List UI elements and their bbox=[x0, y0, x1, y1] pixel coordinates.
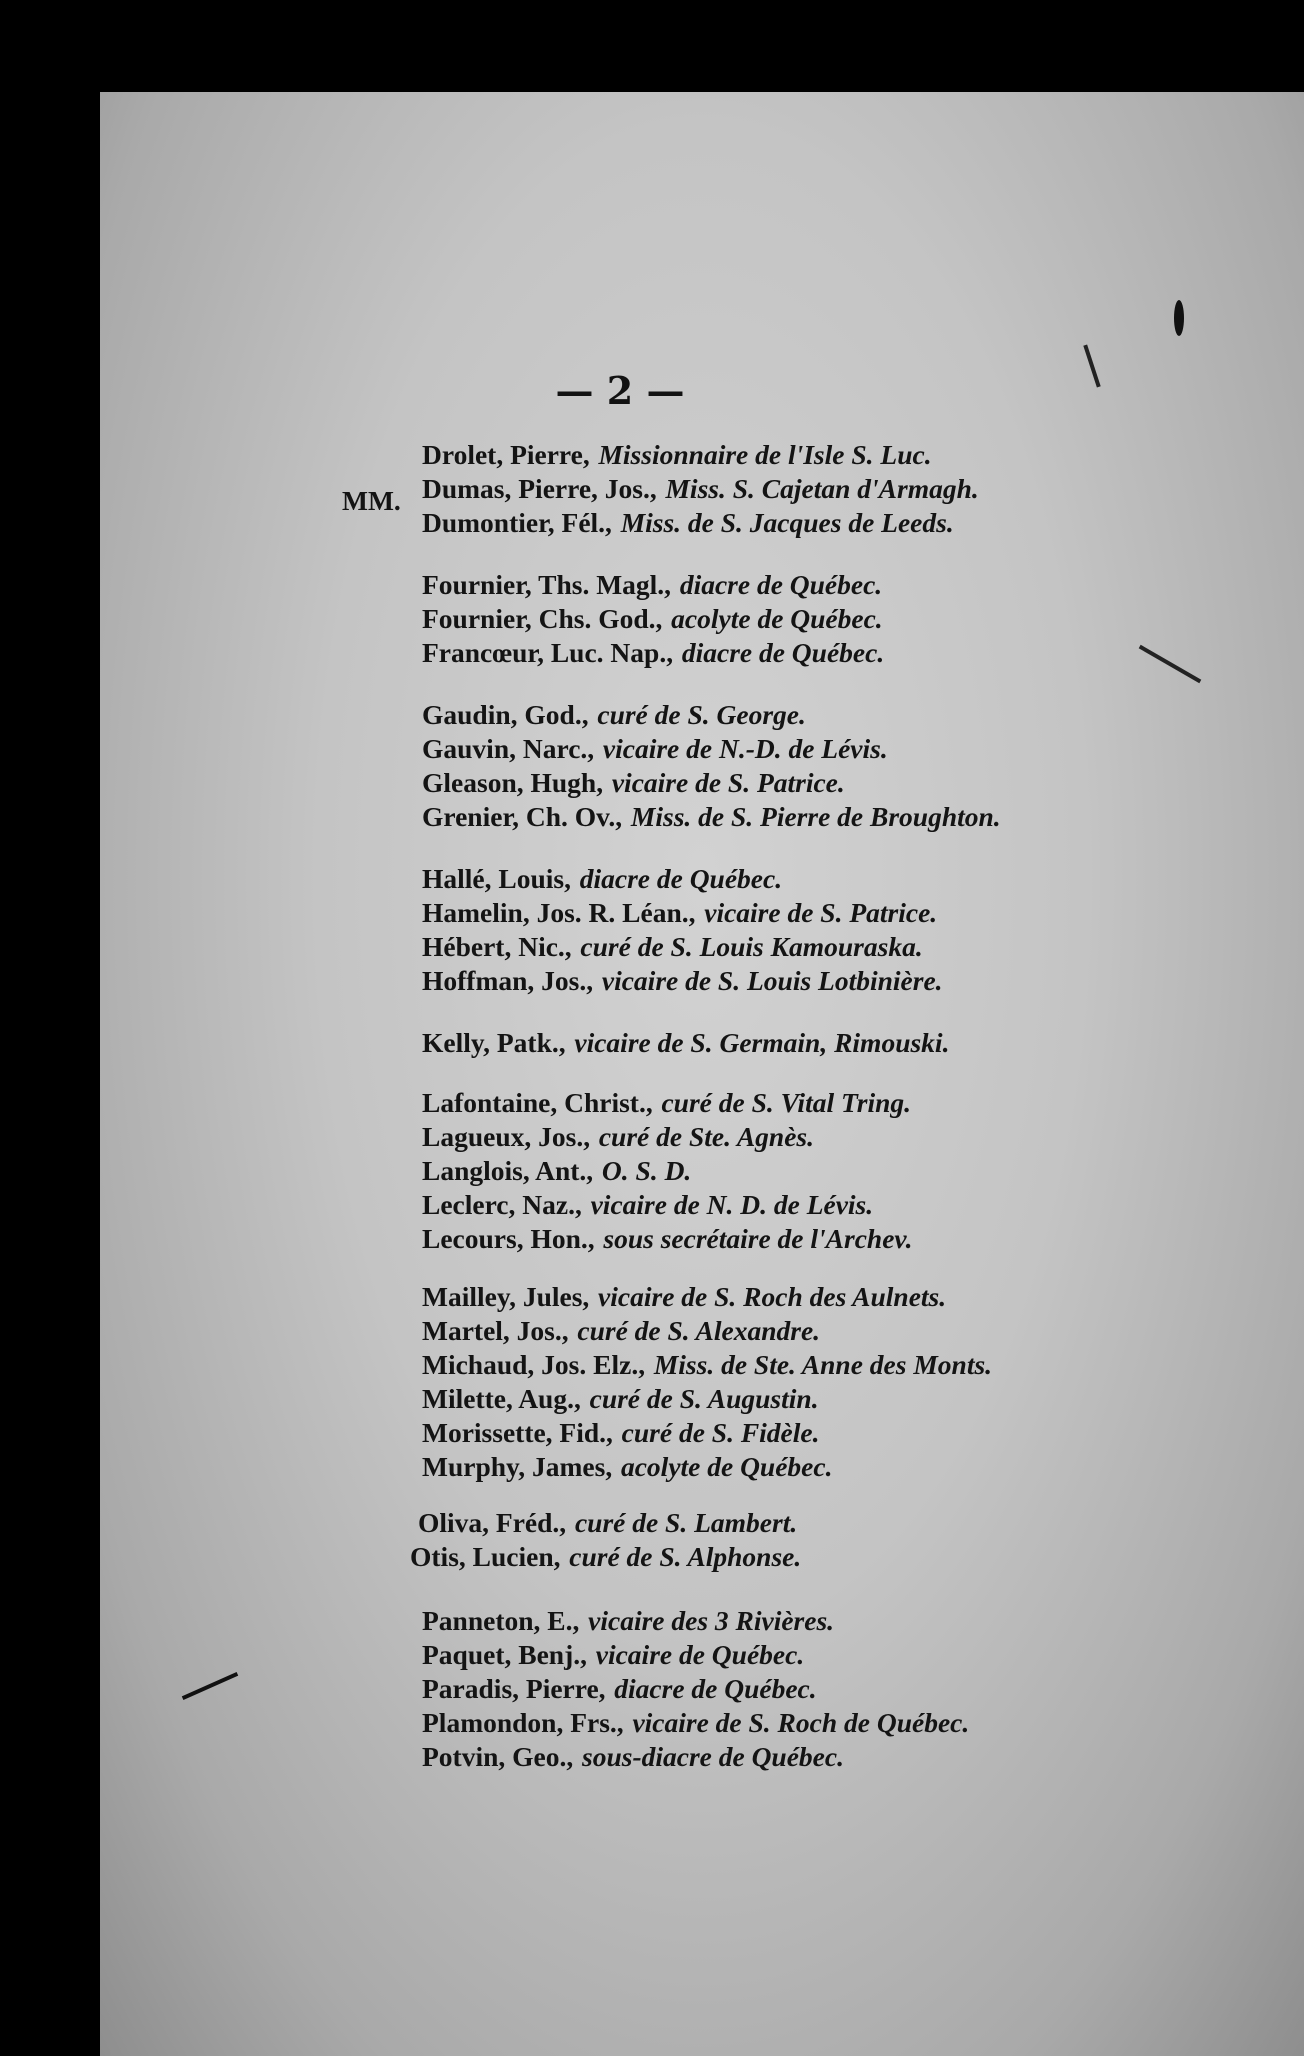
entry-name: Gauvin, Narc., bbox=[422, 733, 595, 764]
entry-line bbox=[422, 896, 943, 930]
entry-role: Miss. de S. Pierre de Broughton. bbox=[630, 801, 1001, 832]
section-o bbox=[410, 1506, 802, 1574]
entry-line bbox=[422, 1382, 992, 1416]
entry-role: sous secrétaire de l'Archev. bbox=[603, 1223, 913, 1254]
entry-role: curé de S. Lambert. bbox=[574, 1507, 798, 1538]
entry-line bbox=[422, 1706, 969, 1740]
section-h bbox=[422, 862, 943, 998]
entry-role: curé de S. Augustin. bbox=[589, 1383, 819, 1414]
entry-line bbox=[422, 930, 943, 964]
entry-role: vicaire de S. Germain, Rimouski. bbox=[574, 1027, 950, 1058]
entry-line bbox=[422, 636, 884, 670]
entry-line bbox=[422, 1740, 969, 1774]
entry-role: Miss. S. Cajetan d'Armagh. bbox=[665, 473, 979, 504]
entry-role: curé de S. George. bbox=[597, 699, 806, 730]
entry-name: Paradis, Pierre, bbox=[422, 1673, 606, 1704]
section-l bbox=[422, 1086, 912, 1256]
entry-name: Fournier, Ths. Magl., bbox=[422, 569, 672, 600]
entry-name: Fournier, Chs. God., bbox=[422, 603, 663, 634]
entry-role: sous-diacre de Québec. bbox=[582, 1741, 844, 1772]
entry-role: curé de S. Louis Kamouraska. bbox=[580, 931, 923, 962]
entry-name: Oliva, Fréd., bbox=[418, 1507, 567, 1538]
entry-name: Dumas, Pierre, Jos., bbox=[422, 473, 657, 504]
entry-line bbox=[422, 698, 1001, 732]
entry-role: Miss. de S. Jacques de Leeds. bbox=[620, 507, 954, 538]
entry-line bbox=[422, 1416, 992, 1450]
entry-role: diacre de Québec. bbox=[681, 637, 885, 668]
entry-name: Potvin, Geo., bbox=[422, 1741, 574, 1772]
entry-name: Grenier, Ch. Ov., bbox=[422, 801, 623, 832]
entry-name: Kelly, Patk., bbox=[422, 1027, 566, 1058]
entry-line bbox=[422, 1154, 912, 1188]
entry-role: O. S. D. bbox=[601, 1155, 692, 1186]
entry-line bbox=[422, 506, 979, 540]
entry-name: Francœur, Luc. Nap., bbox=[422, 637, 674, 668]
entry-name: Morissette, Fid., bbox=[422, 1417, 613, 1448]
entry-line bbox=[422, 1604, 969, 1638]
entry-name: Michaud, Jos. Elz., bbox=[422, 1349, 646, 1380]
section-m bbox=[422, 1280, 992, 1484]
section-p bbox=[422, 1604, 969, 1774]
entry-line bbox=[422, 1188, 912, 1222]
entry-line bbox=[422, 862, 943, 896]
entry-role: curé de S. Alexandre. bbox=[577, 1315, 821, 1346]
entry-line bbox=[422, 964, 943, 998]
entry-line bbox=[422, 1672, 969, 1706]
ink-mark bbox=[1174, 300, 1184, 336]
entry-line bbox=[422, 1120, 912, 1154]
entry-line bbox=[422, 438, 979, 472]
entry-role: diacre de Québec. bbox=[679, 569, 883, 600]
entry-line bbox=[422, 1314, 992, 1348]
entry-name: Plamondon, Frs., bbox=[422, 1707, 624, 1738]
entry-name: Murphy, James, bbox=[422, 1451, 613, 1482]
entry-name: Hallé, Louis, bbox=[422, 863, 571, 894]
entry-role: vicaire de Québec. bbox=[595, 1639, 805, 1670]
entry-role: vicaire de S. Roch des Aulnets. bbox=[598, 1281, 947, 1312]
entry-role: vicaire de S. Patrice. bbox=[611, 767, 845, 798]
entry-name: Gleason, Hugh, bbox=[422, 767, 604, 798]
entry-name: Otis, Lucien, bbox=[410, 1541, 561, 1572]
entry-role: vicaire de S. Louis Lotbinière. bbox=[601, 965, 943, 996]
entry-line bbox=[422, 1450, 992, 1484]
entry-line bbox=[422, 1026, 949, 1060]
entry-line bbox=[422, 1348, 992, 1382]
entry-line bbox=[422, 1280, 992, 1314]
entry-name: Lafontaine, Christ., bbox=[422, 1087, 653, 1118]
entry-name: Dumontier, Fél., bbox=[422, 507, 612, 538]
section-k bbox=[422, 1026, 949, 1060]
entry-name: Milette, Aug., bbox=[422, 1383, 581, 1414]
entry-role: curé de Ste. Agnès. bbox=[598, 1121, 814, 1152]
entry-name: Gaudin, God., bbox=[422, 699, 589, 730]
entry-role: Miss. de Ste. Anne des Monts. bbox=[653, 1349, 993, 1380]
entry-name: Hamelin, Jos. R. Léan., bbox=[422, 897, 696, 928]
section-g bbox=[422, 698, 1001, 834]
entry-name: Mailley, Jules, bbox=[422, 1281, 590, 1312]
entry-role: acolyte de Québec. bbox=[620, 1451, 833, 1482]
entry-role: diacre de Québec. bbox=[579, 863, 783, 894]
entry-role: vicaire de S. Patrice. bbox=[704, 897, 938, 928]
entry-role: vicaire de N. D. de Lévis. bbox=[590, 1189, 874, 1220]
entry-line bbox=[410, 1540, 801, 1574]
entry-line bbox=[422, 732, 1001, 766]
entry-role: curé de S. Fidèle. bbox=[621, 1417, 820, 1448]
ink-mark bbox=[1139, 645, 1202, 683]
entry-line bbox=[418, 1506, 801, 1540]
entry-role: vicaire des 3 Rivières. bbox=[588, 1605, 835, 1636]
entry-name: Lagueux, Jos., bbox=[422, 1121, 591, 1152]
entry-line bbox=[422, 472, 979, 506]
entry-name: Paquet, Benj., bbox=[422, 1639, 587, 1670]
entry-role: curé de S. Alphonse. bbox=[569, 1541, 802, 1572]
honorific-prefix: MM. bbox=[342, 485, 401, 516]
entry-name: Lecours, Hon., bbox=[422, 1223, 595, 1254]
entry-line bbox=[422, 766, 1001, 800]
entry-name: Drolet, Pierre, bbox=[422, 439, 590, 470]
entry-line bbox=[422, 1086, 912, 1120]
entry-line bbox=[422, 602, 884, 636]
ink-mark bbox=[182, 1672, 238, 1700]
entry-role: curé de S. Vital Tring. bbox=[661, 1087, 912, 1118]
entry-name: Panneton, E., bbox=[422, 1605, 580, 1636]
entry-line bbox=[422, 1638, 969, 1672]
entry-role: vicaire de S. Roch de Québec. bbox=[632, 1707, 970, 1738]
entry-role: Missionnaire de l'Isle S. Luc. bbox=[598, 439, 932, 470]
document-page bbox=[100, 92, 1304, 2056]
entry-role: diacre de Québec. bbox=[614, 1673, 817, 1704]
entry-name: Langlois, Ant., bbox=[422, 1155, 594, 1186]
entry-line bbox=[422, 1222, 912, 1256]
section-f bbox=[422, 568, 884, 670]
entry-name: Leclerc, Naz., bbox=[422, 1189, 582, 1220]
entry-name: Hoffman, Jos., bbox=[422, 965, 594, 996]
entry-name: Hébert, Nic., bbox=[422, 931, 572, 962]
entry-role: vicaire de N.-D. de Lévis. bbox=[602, 733, 888, 764]
section-d bbox=[422, 438, 979, 540]
page-number: — 2 — bbox=[555, 368, 685, 413]
entry-line bbox=[422, 568, 884, 602]
entry-name: Martel, Jos., bbox=[422, 1315, 569, 1346]
entry-line bbox=[422, 800, 1001, 834]
entry-role: acolyte de Québec. bbox=[671, 603, 883, 634]
